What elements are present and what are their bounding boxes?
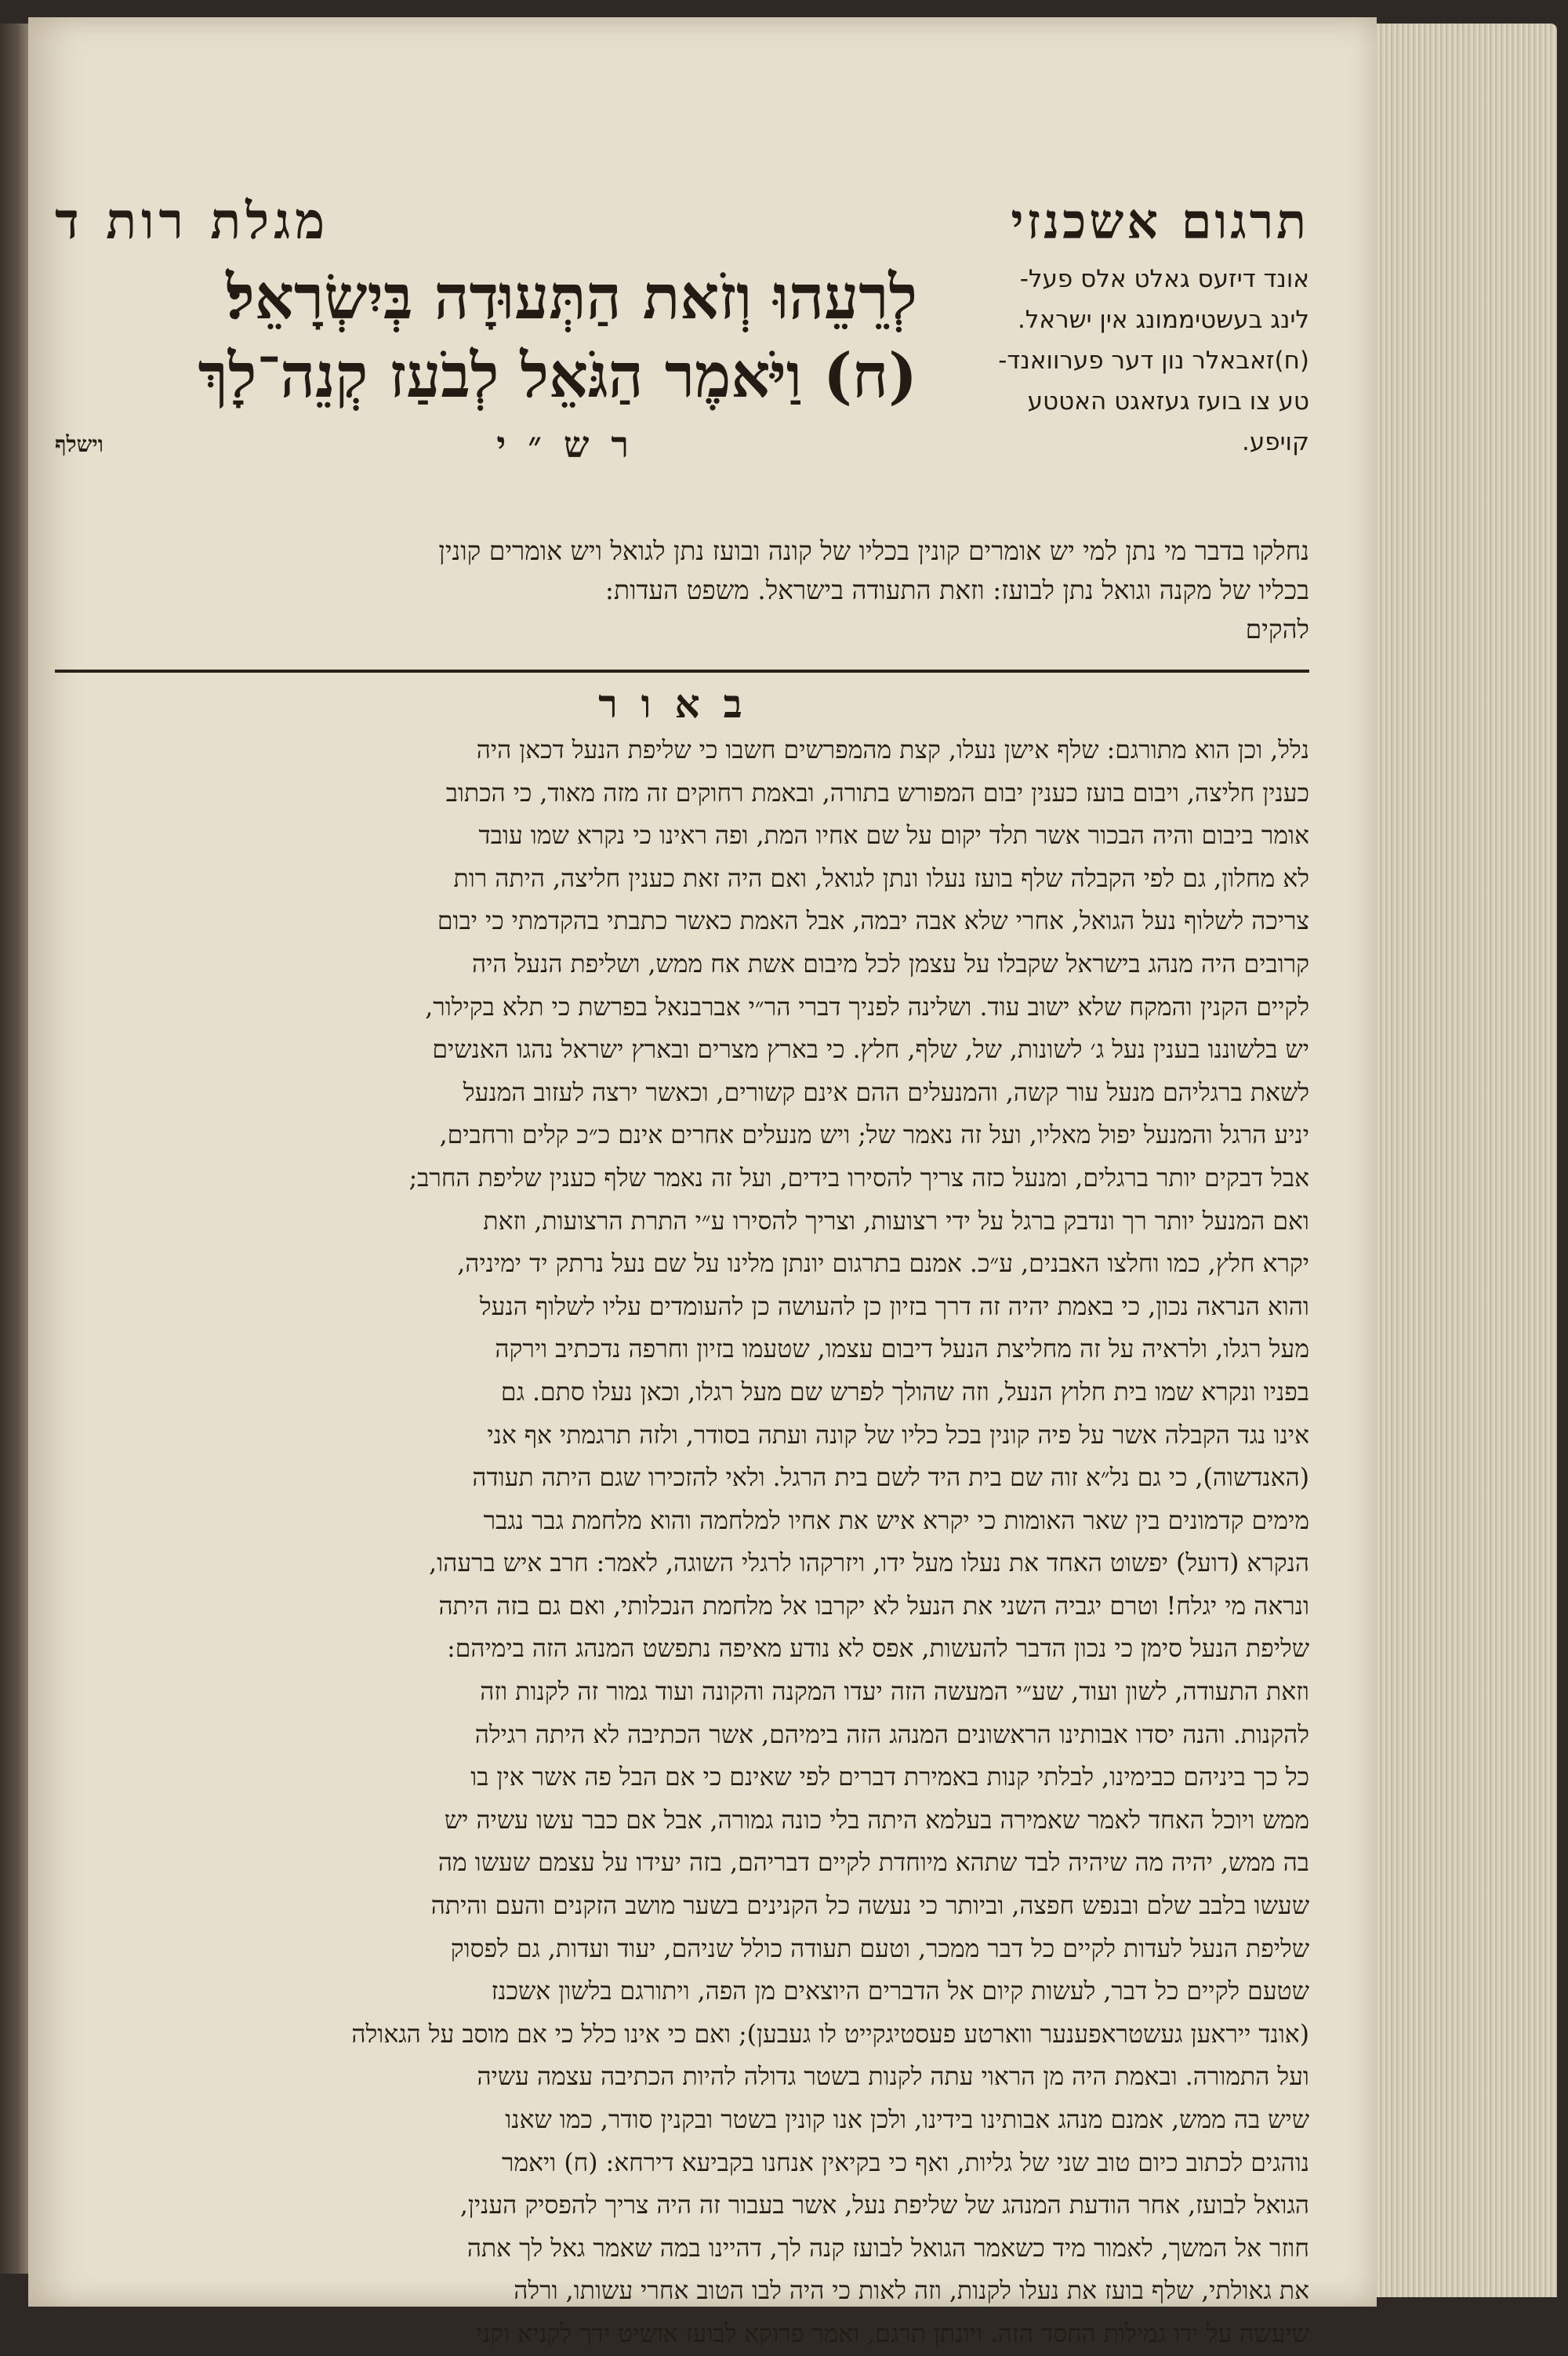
targum-line: לינג בעשטיממונג אין ישראל. <box>1017 306 1309 334</box>
biur-line: בה ממש, יהיה מה שיהיה לבד שתהא מיוחדת לקיים דבריהם, בזה יעידו על עצמם שעשו מה <box>437 1849 1309 1878</box>
verse-line: לְרֵעֵהוּ וְזֹאת הַתְּעוּדָה בְּיִשְׂרָאֵל׃ <box>226 262 917 333</box>
catchword: וישלף <box>55 431 103 457</box>
biur-line: קרובים היה מנהג בישראל שקבלו על עצמן לכל מיבום אשת אח ממש, ושליפת הנעל היה <box>472 949 1309 978</box>
biur-line: לא מחלון, גם לפי הקבלה שלף בועז נעלו ונתן לגואל, ואם היה זאת כענין חליצה, היתה רות <box>453 864 1309 893</box>
biur-line: יניע הרגל והמנעל יפול מאליו, ועל זה נאמר של; ויש מנעלים אחרים אינם כ״כ קלים ורחבים, <box>439 1121 1309 1150</box>
biur-line: מעל רגלו, ולראיה על זה מחליצת הנעל דיבום עצמו, שטעמו בזיון וחרפה נדכתיב וירקה <box>495 1335 1309 1364</box>
biur-line: הנקרא (דועל) יפשוט האחד את נעלו מעל ידו, ויזרקהו לרגלי השוגה, לאמר: חרב איש ברעהו, <box>429 1549 1309 1578</box>
biur-line: צריכה לשלוף נעל הגואל, אחרי שלא אבה יבמה, אבל האמת כאשר כתבתי בהקדמתי כי יבום <box>437 907 1309 936</box>
biur-line: להקנות. והנה יסדו אבותינו הראשונים המנהג הזה בימיהם, אשר הכתיבה לא היתה רגילה <box>474 1720 1309 1749</box>
biur-line: אינו נגד הקבלה אשר על פיה קונין בכל כליו של קונה ועתה בסודר, ולזה תרגמתי אף אני <box>487 1421 1309 1450</box>
biur-line: כענין חליצה, ויבום בועז כענין יבום המפורש בתורה, ובאמת רחוקים זה מזה מאוד, כי הכתוב <box>445 779 1309 808</box>
rashi-line: בכליו של מקנה וגואל נתן לבועז: וזאת התעודה בישראל. משפט העדות: <box>604 575 1309 605</box>
page-edges <box>1377 24 1557 2297</box>
biur-line: את גאולתי, שלף בועז את נעלו לקנות, וזה לאות כי היה לבו הטוב אחרי עשותו, ורלה <box>514 2277 1309 2306</box>
biur-line: וזאת התעודה, לשון ועוד, שע״י המעשה הזה יעדו המקנה והקונה ועוד גמור זה לקנות וזה <box>480 1678 1309 1707</box>
biur-line: הגואל לבועז, אחר הודעת המנהג של שליפת נעל, אשר בעבור זה היה צריך להפסיק הענין, <box>459 2191 1309 2220</box>
verse-column <box>55 259 949 525</box>
biur-line: שטעם לקיים כל דבר, לעשות קיום אל הדברים היוצאים מן הפה, ויתורגם בלשון אשכנז <box>491 1977 1309 2006</box>
targum-line: קויפע. <box>1242 428 1309 456</box>
biur-line: נוהגים לכתוב כיום טוב שני של גליות, ואף כי בקיאין אנחנו בקביעא דירחא: (ח) ויאמר <box>501 2148 1309 2177</box>
catchword-row <box>55 423 917 466</box>
rashi-heading: רש״י <box>496 423 651 466</box>
section-divider <box>55 670 1309 673</box>
targum-column <box>949 259 1309 525</box>
page-header <box>55 165 1309 251</box>
biur-line: לשאת ברגליהם מנעל עור קשה, והמנעלים ההם אינם קשורים, וכאשר ירצה לעזוב המנעל <box>463 1078 1309 1107</box>
biur-line: ונראה מי יגלח! וטרם יגביה השני את הנעל לא יקרבו אל מלחמת הנכלותי, ואם גם בזה היתה <box>438 1592 1309 1621</box>
biur-line: ואם המנעל יותר רך ונדבק ברגל על ידי רצועות, וצריך להסירו ע״י התרת הרצועות, וזאת <box>483 1207 1309 1236</box>
biur-line: חוזר אל המשך, לאמור מיד כשאמר הגואל לבועז קנה לך, דהיינו במה שאמר גאל לך אתה <box>466 2234 1309 2263</box>
biur-line: שיעשה על ידו גמילות החסד הזה. ויונתן תרגם, ואמר פרוקא לבועז אושיט ידך לקניא וקני <box>475 2319 1309 2348</box>
biur-heading: באור <box>598 681 766 727</box>
biur-line: אומר ביבום והיה הבכור אשר תלד יקום על שם אחיו המת, ופה ראינו כי נקרא שמו עובד <box>478 822 1309 851</box>
biur-line: ממש ויוכל האחד לאמר שאמירה בעלמא היתה בלי כונה גמורה, אבל אם כבר עשו עשיה יש <box>444 1806 1309 1835</box>
top-block <box>55 259 1309 525</box>
rashi-commentary <box>55 532 1309 649</box>
targum-line: אונד דיזעס גאלט אלס פעל- <box>1019 265 1309 293</box>
biur-commentary <box>55 729 1309 2356</box>
rashi-line: נחלקו בדבר מי נתן למי יש אומרים קונין בכליו של קונה ובועז נתן לגואל ויש אומרים קונין <box>438 535 1309 566</box>
rashi-line: להקים <box>1245 614 1309 644</box>
biur-line: ועל התמורה. ובאמת היה מן הראוי עתה לקנות בשטר גדולה להיות הכתיבה עצמה עשיה <box>477 2063 1309 2092</box>
biur-line: שליפת הנעל לעדות לקיים כל דבר ממכר, וטעם תעודה כולל שניהם, יעוד ועדות, גם לפסוק <box>450 1934 1309 1963</box>
biur-line: יש בלשוננו בענין נעל ג׳ לשונות, של, שלף, חלץ. כי בארץ מצרים ובארץ ישראל נהגו האנשים <box>432 1036 1309 1065</box>
biur-line: יקרא חלץ, כמו וחלצו האבנים, ע״כ. אמנם בתרגום יונתן מלינו על שם נעל נרתק יד ימיניה, <box>457 1250 1309 1279</box>
biur-line: לקיים הקנין והמקח שלא ישוב עוד. ושלינה לפניך דברי הר״י אברבנאל בפרשת כי תלא בקילור, <box>425 993 1309 1022</box>
biur-line: (האנדשוה), כי גם נל״א זוה שם בית היד לשם בית הרגל. ולאי להזכירו שגם היתה תעודה <box>472 1464 1309 1493</box>
page-content <box>55 165 1309 2356</box>
biur-line: כל כך ביניהם כבימינו, לבלתי קנות באמירת דברים לפי שאינם כי אם הבל פה אשר אין בו <box>470 1763 1309 1792</box>
running-title: מגלת רות ד <box>55 192 330 251</box>
book-binding-edge <box>0 24 28 2274</box>
targum-line: טע צו בועז געזאגט האטטע <box>1027 387 1309 416</box>
biur-line: והוא הנראה נכון, כי באמת יהיה זה דרך בזיון כן להעושה כן להעומדים עליו לשלוף הנעל <box>479 1292 1309 1321</box>
targum-title: תרגום אשכנזי <box>1011 193 1309 250</box>
biur-line: שעשו בלבב שלם ובנפש חפצה, וביותר כי נעשה כל הקנינים בשער מושב הזקנים והעם והיתה <box>430 1892 1309 1921</box>
biur-line: בפניו ונקרא שמו בית חלוץ הנעל, וזה שהולך לפרש שם מעל רגלו, וכאן נעלו סתם. גם <box>500 1378 1309 1407</box>
verse-line: (ח) וַיֹּאמֶר הַגֹּאֵל לְבֹעַז קְנֵה־לָךְ <box>198 340 917 412</box>
biur-line: שיש בה ממש, אמנם מנהג אבותינו בידינו, ולכן אנו קונין בשטר ובקנין סודר, כמו שאנו <box>505 2106 1309 2134</box>
biur-line: נלל, וכן הוא מתורגם: שלף אישן נעלו, קצת מהמפרשים חשבו כי שליפת הנעל דכאן היה <box>476 736 1309 764</box>
biur-line: (אונד ייראען געשטראפענער ווארטע פעסטיגקייט לו געבען); ואם כי אינו כלל כי אם מוסב על הגאולה <box>351 2020 1309 2049</box>
biur-line: אבל דבקים יותר ברגלים, ומנעל כזה צריך להסירו בידים, ועל זה נאמר שלף כענין שליפת החרב; <box>408 1163 1309 1193</box>
biur-line: מימים קדמונים בין שאר האומות כי יקרא איש את אחיו למלחמה והוא מלחמת גבר נגבר <box>483 1506 1309 1535</box>
targum-line: (ח)זאבאלר נון דער פערוואנד- <box>998 347 1309 375</box>
biur-line: שליפת הנעל סימן כי נכון הדבר להעשות, אפס לא נודע מאיפה נתפשט המנהג הזה בימיהם: <box>447 1635 1309 1664</box>
